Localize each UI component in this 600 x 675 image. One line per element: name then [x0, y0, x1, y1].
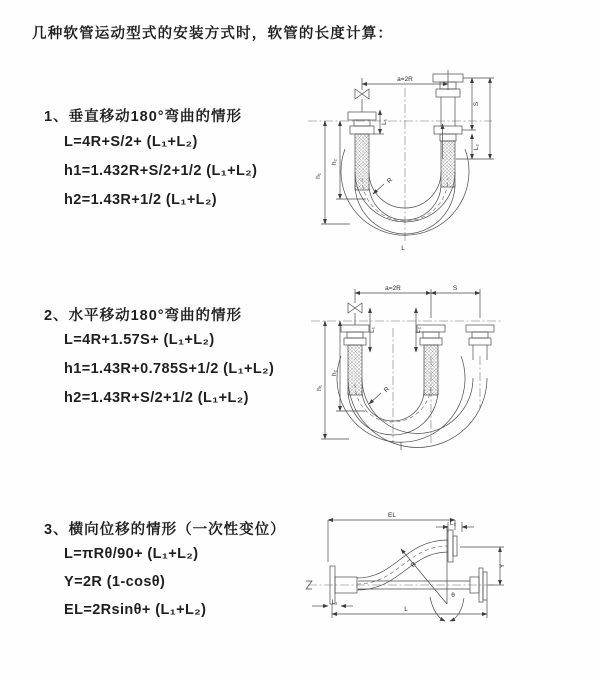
section-3-formula-l: L=πRθ/90+ (L₁+L₂) — [64, 546, 199, 562]
dim-r-label: R — [385, 176, 395, 186]
dim-l2-label: L₂ — [415, 326, 422, 334]
right-pipe-flange — [466, 325, 494, 360]
section-2-formula-h2: h2=1.43R+S/2+1/2 (L₁+L₂) — [64, 390, 249, 406]
section-3-formula-el: EL=2Rsinθ+ (L₁+L₂) — [64, 602, 207, 618]
dim-h1-label: h₁ — [315, 173, 322, 179]
diagram-horizontal-180-bend — [303, 278, 598, 463]
hose-s-curve — [357, 540, 448, 590]
right-pipe-flange — [433, 74, 463, 187]
dim-l2-label: L₂ — [473, 143, 480, 151]
section-3-heading: 3、横向位移的情形（一次性变位） — [44, 522, 286, 538]
dim-l-label: L — [401, 245, 405, 252]
dimension-lines — [321, 70, 494, 224]
section-1-formula-l: L=4R+S/2+ (L₁+L₂) — [64, 134, 198, 150]
dim-l1-label: L₁ — [369, 327, 376, 333]
dim-r-label: R — [382, 385, 392, 395]
dim-l2-label: L₂ — [449, 520, 457, 527]
section-2-formula-h1: h1=1.43R+0.785S+1/2 (L₁+L₂) — [64, 361, 275, 377]
dim-h1-label: h₁ — [316, 385, 323, 391]
diagram-vertical-180-bend — [300, 64, 535, 264]
dim-r-label: R — [409, 560, 419, 570]
diagram3-labels — [332, 512, 506, 613]
dim-el-label: EL — [388, 512, 396, 519]
middle-pipe-flange — [417, 325, 445, 395]
page-title: 几种软管运动型式的安装方式时，软管的长度计算： — [32, 26, 394, 42]
upper-flange — [448, 530, 457, 562]
dimension-lines — [312, 520, 504, 618]
dim-theta-label: θ — [451, 592, 455, 599]
dim-l-label: L — [404, 606, 408, 613]
dim-a-2r-label: a=2R — [397, 76, 413, 83]
dim-s-label: S — [452, 285, 458, 292]
section-3-formula-y: Y=2R (1-cosθ) — [64, 574, 166, 590]
dim-h2-label: h₂ — [331, 369, 338, 377]
diagram-lateral-displacement — [296, 500, 596, 650]
valve-symbol — [348, 303, 362, 325]
section-1-heading: 1、垂直移动180°弯曲的情形 — [44, 109, 243, 125]
dim-a-2r-label: a=2R — [385, 285, 401, 292]
dimension-lines — [321, 289, 480, 450]
dim-h2-label: h₂ — [331, 158, 338, 166]
valve-symbol — [355, 89, 369, 112]
dim-l1-label: L₁ — [381, 119, 388, 125]
section-1-formula-h2: h2=1.43R+1/2 (L₁+L₂) — [64, 192, 218, 208]
dim-s-label: S — [473, 101, 480, 107]
section-1-formula-h1: h1=1.432R+S/2+1/2 (L₁+L₂) — [64, 163, 258, 179]
section-2-heading: 2、水平移动180°弯曲的情形 — [44, 308, 243, 324]
dim-y-label: Y — [499, 563, 506, 569]
section-2-formula-l: L=4R+1.57S+ (L₁+L₂) — [64, 332, 215, 348]
angle-construction — [401, 526, 464, 621]
dim-l1-label: L₁ — [331, 599, 338, 606]
